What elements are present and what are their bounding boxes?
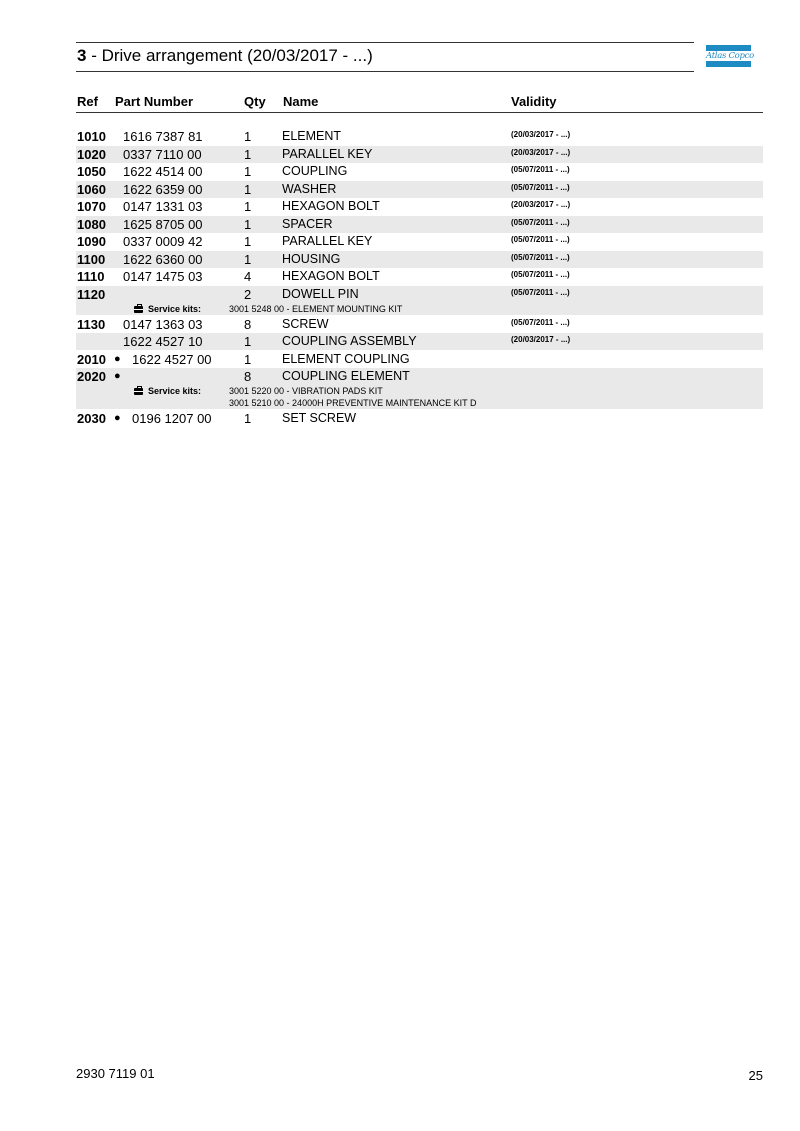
row-qty: 1 xyxy=(244,182,252,197)
row-validity: (05/07/2011 - ...) xyxy=(511,183,570,192)
row-ref: 1070 xyxy=(77,199,106,214)
row-validity: (05/07/2011 - ...) xyxy=(511,235,570,244)
table-row xyxy=(76,128,763,145)
row-name: SET SCREW xyxy=(282,411,357,425)
row-name: HEXAGON BOLT xyxy=(282,269,380,283)
row-part-number: 0147 1363 03 xyxy=(123,317,203,332)
row-name: COUPLING xyxy=(282,164,348,178)
logo-text: Atlas Copco xyxy=(706,51,754,61)
toolbox-icon xyxy=(134,388,143,395)
row-validity: (05/07/2011 - ...) xyxy=(511,288,570,297)
row-name: ELEMENT xyxy=(282,129,342,143)
row-qty: 4 xyxy=(244,269,252,284)
page-title xyxy=(77,45,373,67)
row-part-number: 1622 6360 00 xyxy=(123,252,203,267)
row-ref: 1100 xyxy=(77,252,106,267)
row-ref: 1080 xyxy=(77,217,106,232)
row-ref: 1110 xyxy=(77,269,105,284)
row-part-number: 0337 7110 00 xyxy=(123,147,202,162)
section-number: 3 xyxy=(77,46,87,65)
row-name: WASHER xyxy=(282,182,337,196)
table-header xyxy=(76,94,763,113)
row-name: PARALLEL KEY xyxy=(282,147,373,161)
row-part-number: 1622 4527 00 xyxy=(132,352,212,367)
row-name: COUPLING ASSEMBLY xyxy=(282,334,417,348)
row-validity: (20/03/2017 - ...) xyxy=(511,148,571,157)
row-qty: 1 xyxy=(244,217,252,232)
row-ref: 2030 xyxy=(77,411,106,426)
row-ref: 1130 xyxy=(77,317,106,332)
row-validity: (20/03/2017 - ...) xyxy=(511,335,571,344)
title-top-rule xyxy=(76,42,694,43)
row-ref: 1090 xyxy=(77,234,106,249)
row-qty: 1 xyxy=(244,334,252,349)
row-ref: 1010 xyxy=(77,129,106,144)
row-qty: 1 xyxy=(244,411,252,426)
bullet-icon: ● xyxy=(114,412,121,424)
row-part-number: 1622 4527 10 xyxy=(123,334,203,349)
section-title: - Drive arrangement (20/03/2017 - ...) xyxy=(86,46,373,65)
header-qty: Qty xyxy=(244,94,266,109)
row-qty: 2 xyxy=(244,287,252,302)
row-qty: 8 xyxy=(244,369,252,384)
row-part-number: 1625 8705 00 xyxy=(123,217,203,232)
header-name: Name xyxy=(283,94,319,109)
row-ref: 1120 xyxy=(77,287,106,302)
table-row xyxy=(76,316,763,333)
service-kit-label: Service kits: xyxy=(134,385,201,397)
table-row xyxy=(76,286,763,303)
table-row xyxy=(76,146,763,163)
row-part-number: 0147 1331 03 xyxy=(123,199,203,214)
service-kit-item: 3001 5210 00 - 24000H PREVENTIVE MAINTENANCE KIT D xyxy=(229,398,477,408)
row-validity: (20/03/2017 - ...) xyxy=(511,200,571,209)
table-row xyxy=(76,333,763,350)
table-row xyxy=(76,251,763,268)
header-validity: Validity xyxy=(511,94,557,109)
row-part-number: 1622 6359 00 xyxy=(123,182,203,197)
table-row xyxy=(76,410,763,427)
row-ref: 2010 xyxy=(77,352,106,367)
document-number: 2930 7119 01 xyxy=(76,1066,155,1081)
row-name: HEXAGON BOLT xyxy=(282,199,380,213)
row-qty: 1 xyxy=(244,147,252,162)
row-qty: 8 xyxy=(244,317,252,332)
row-validity: (05/07/2011 - ...) xyxy=(511,218,570,227)
row-part-number: 1616 7387 81 xyxy=(123,129,203,144)
table-row xyxy=(76,368,763,385)
row-name: SCREW xyxy=(282,317,329,331)
row-part-number: 1622 4514 00 xyxy=(123,164,203,179)
service-kit-item: 3001 5220 00 - VIBRATION PADS KIT xyxy=(229,386,383,396)
page-number: 25 xyxy=(748,1068,763,1083)
service-kit-item: 3001 5248 00 - ELEMENT MOUNTING KIT xyxy=(229,304,403,314)
row-validity: (05/07/2011 - ...) xyxy=(511,270,570,279)
table-row xyxy=(76,163,763,180)
row-qty: 1 xyxy=(244,234,252,249)
table-row xyxy=(76,351,763,368)
row-part-number: 0147 1475 03 xyxy=(123,269,203,284)
row-validity: (05/07/2011 - ...) xyxy=(511,253,570,262)
row-name: ELEMENT COUPLING xyxy=(282,352,410,366)
service-kit-label: Service kits: xyxy=(134,303,201,315)
row-ref: 1060 xyxy=(77,182,106,197)
table-row xyxy=(76,268,763,285)
row-part-number: 0196 1207 00 xyxy=(132,411,212,426)
row-validity: (05/07/2011 - ...) xyxy=(511,318,570,327)
table-row xyxy=(76,216,763,233)
row-validity: (05/07/2011 - ...) xyxy=(511,165,570,174)
row-qty: 1 xyxy=(244,164,252,179)
row-qty: 1 xyxy=(244,352,252,367)
table-row xyxy=(76,181,763,198)
row-ref: 2020 xyxy=(77,369,106,384)
toolbox-icon xyxy=(134,306,143,313)
bullet-icon: ● xyxy=(114,353,121,365)
table-row xyxy=(76,233,763,250)
service-kit-line xyxy=(76,397,763,409)
row-name: HOUSING xyxy=(282,252,341,266)
row-name: COUPLING ELEMENT xyxy=(282,369,410,383)
service-kit-line xyxy=(76,303,763,315)
atlas-copco-logo xyxy=(706,45,754,67)
row-ref: 1050 xyxy=(77,164,106,179)
row-qty: 1 xyxy=(244,129,252,144)
header-ref: Ref xyxy=(77,94,98,109)
row-validity: (20/03/2017 - ...) xyxy=(511,130,571,139)
service-kit-line xyxy=(76,385,763,397)
table-row xyxy=(76,198,763,215)
bullet-icon: ● xyxy=(114,370,121,382)
row-name: SPACER xyxy=(282,217,333,231)
row-name: PARALLEL KEY xyxy=(282,234,373,248)
row-qty: 1 xyxy=(244,199,252,214)
row-ref: 1020 xyxy=(77,147,106,162)
row-part-number: 0337 0009 42 xyxy=(123,234,203,249)
header-part-number: Part Number xyxy=(115,94,194,109)
row-qty: 1 xyxy=(244,252,252,267)
row-name: DOWELL PIN xyxy=(282,287,359,301)
title-bottom-rule xyxy=(76,71,694,72)
logo-bar-bottom xyxy=(706,61,751,67)
